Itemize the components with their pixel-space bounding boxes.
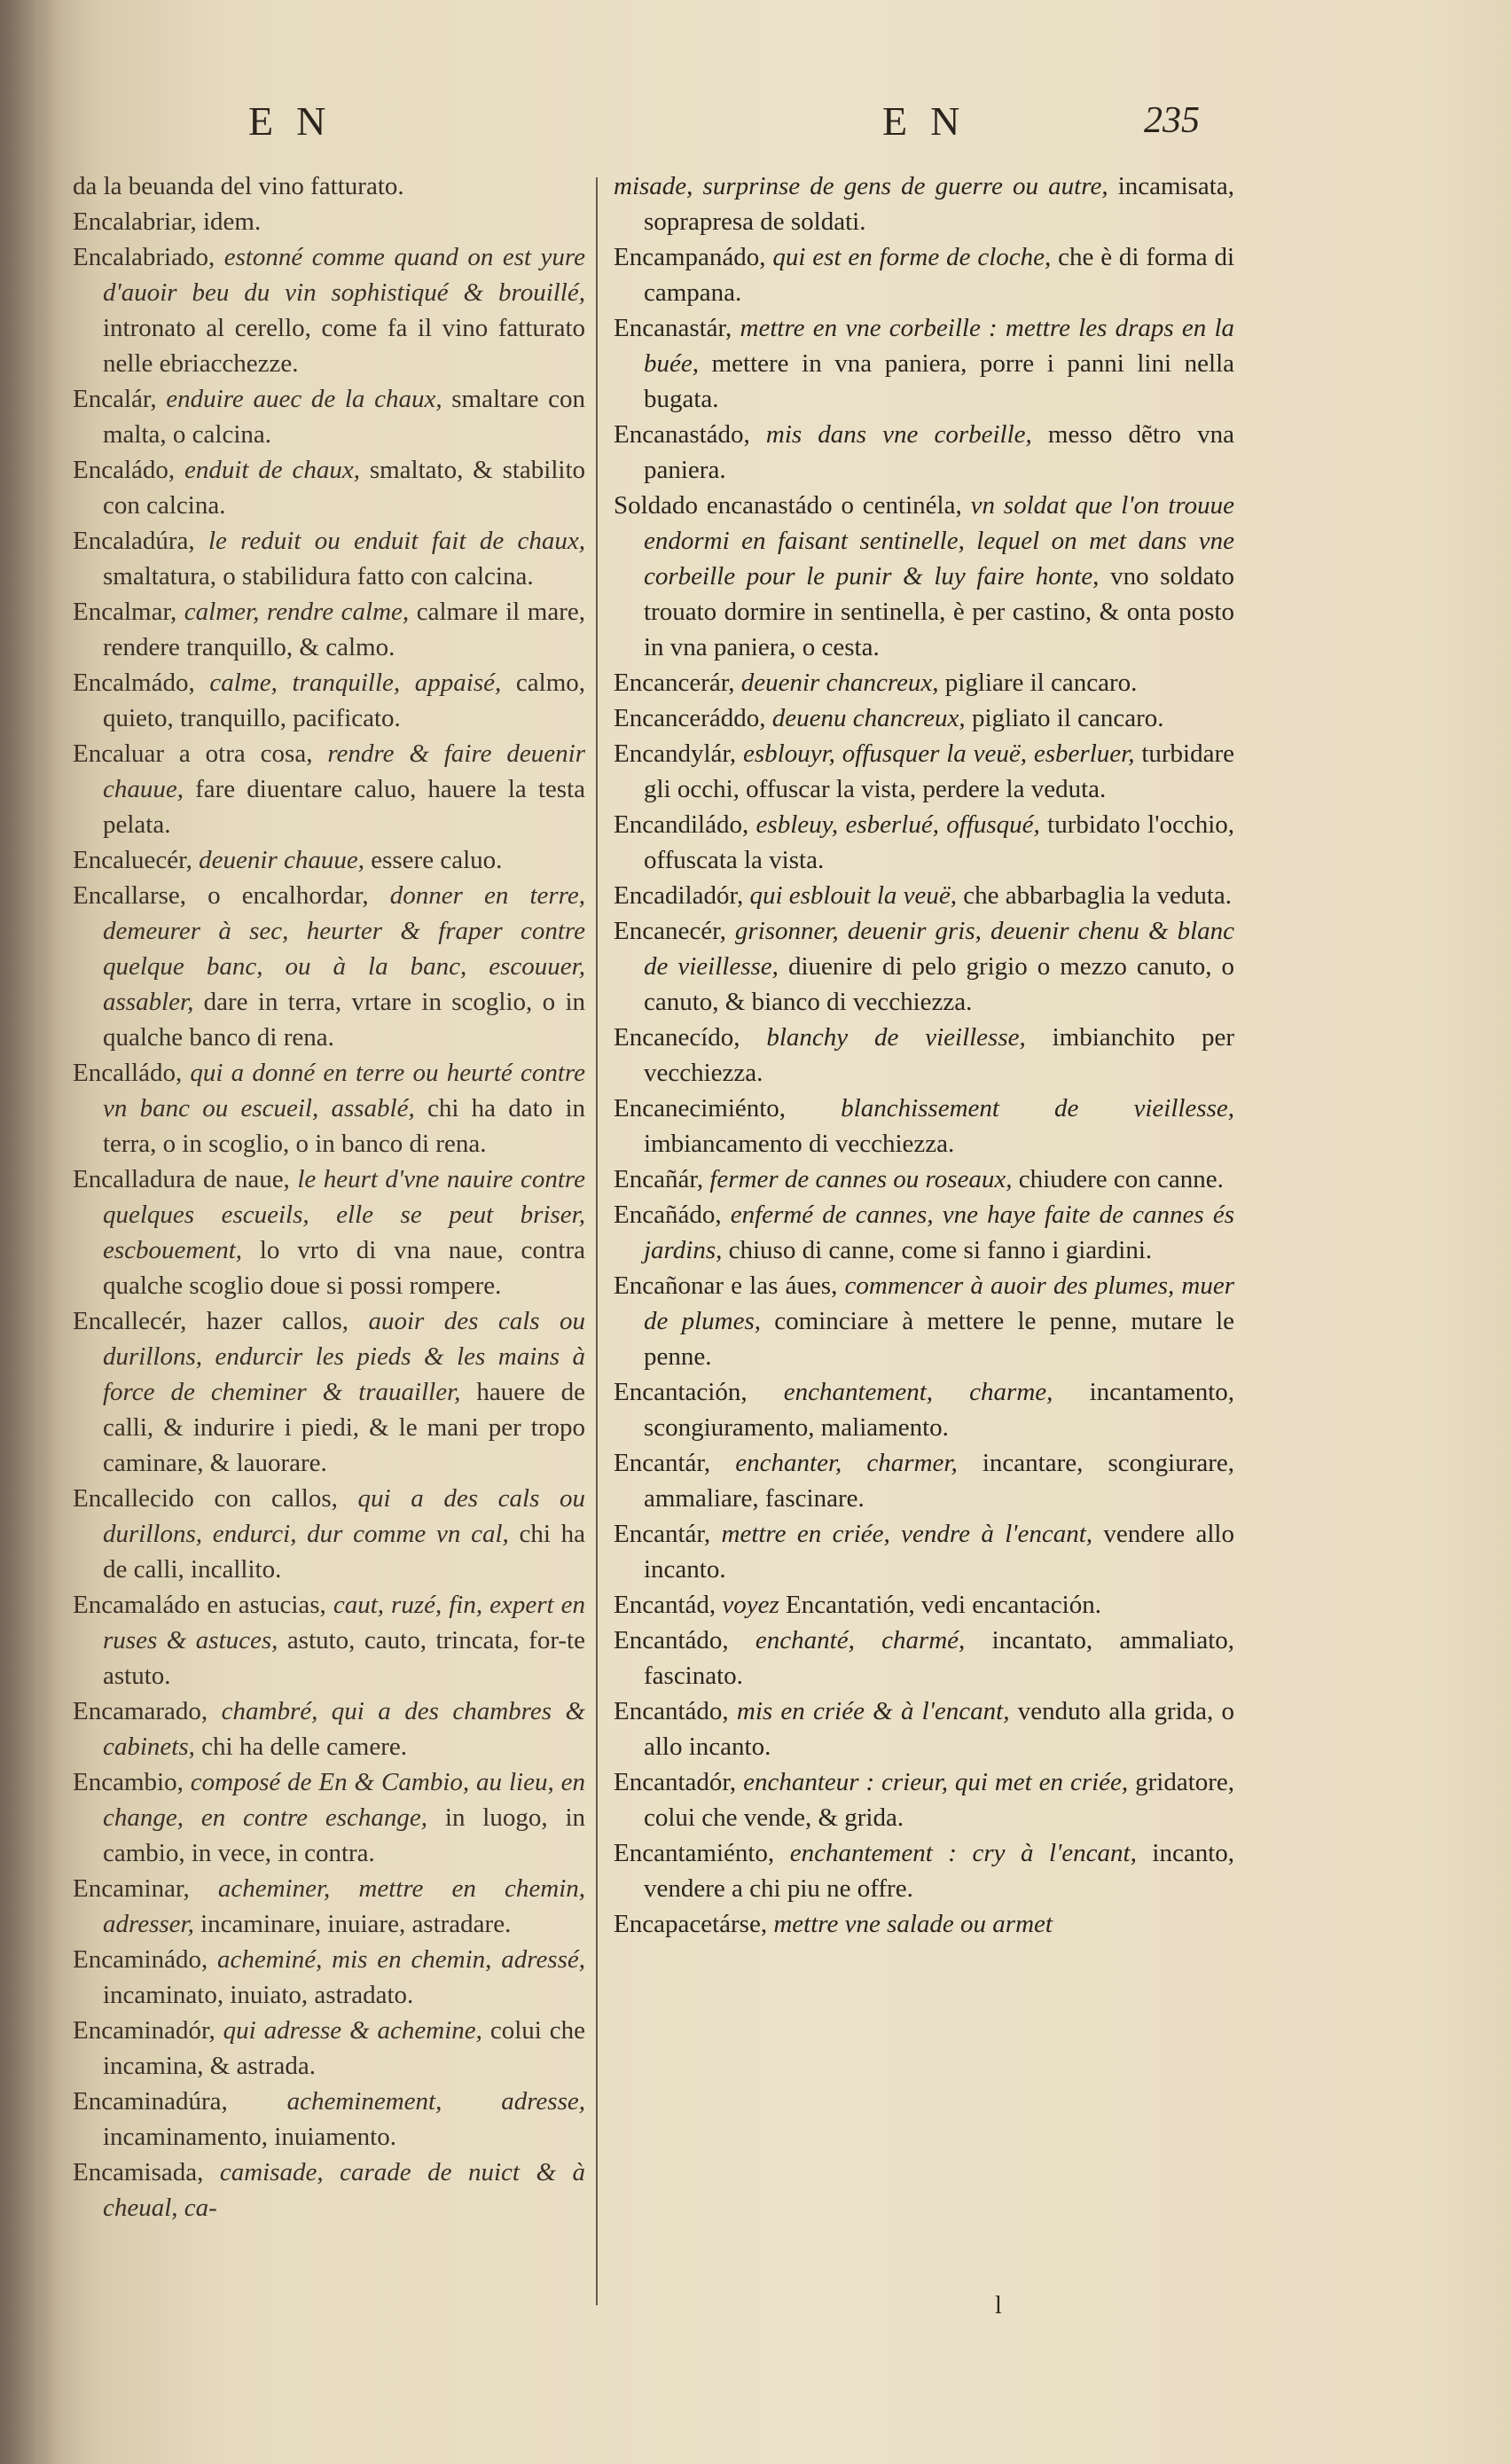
- dictionary-entry: [73, 452, 585, 523]
- entry-italian: imbiancamento di vecchiezza.: [644, 1130, 955, 1158]
- entry-french: mis dans vne corbeille,: [765, 420, 1032, 449]
- entry-french: camisade, carade de nuict & à cheual, ca-: [103, 2158, 585, 2222]
- page-number: 235: [1144, 100, 1200, 141]
- dictionary-entry: [614, 239, 1234, 310]
- dictionary-entry: [73, 1587, 585, 1694]
- entry-headword: Encalmar,: [73, 598, 177, 626]
- entry-french: acheminé, mis en chemin, adressé,: [217, 1945, 586, 1974]
- entry-italian: incanto, vendere a chi piu ne offre.: [644, 1839, 1235, 1903]
- entry-french: deuenir chancreux,: [740, 669, 939, 697]
- entry-italian: pigliato il cancaro.: [971, 704, 1164, 732]
- entry-french: vn soldat que l'on trouue endormi en faisant sentinelle, lequel on met dans vne corbeille pour le punir & luy faire honte,: [644, 491, 1235, 591]
- entry-headword: Encañádo,: [614, 1201, 722, 1229]
- entry-french: blanchissement de vieillesse,: [841, 1094, 1234, 1122]
- dictionary-entry: [614, 168, 1234, 239]
- entry-headword: Encanastár,: [614, 314, 732, 342]
- entry-french: donner en terre, demeurer à sec, heurter & fraper contre quelque banc, ou à la banc, escouuer, assabler,: [103, 881, 585, 1016]
- dictionary-entry: [73, 1871, 585, 1942]
- entry-headword: Encaminadór,: [73, 2016, 215, 2045]
- entry-italian: incaminato, inuiato, astradato.: [103, 1981, 414, 2009]
- entry-headword: Encantár,: [614, 1520, 711, 1548]
- entry-headword: Encalabriado,: [73, 243, 215, 271]
- entry-french: qui adresse & achemine,: [223, 2016, 482, 2045]
- entry-headword: Encandiládo,: [614, 810, 749, 839]
- entry-french: acheminer, mettre en chemin, adresser,: [103, 1874, 586, 1938]
- dictionary-entry: [614, 488, 1234, 665]
- entry-french: mis en criée & à l'encant,: [736, 1697, 1010, 1725]
- dictionary-entry: [73, 2013, 585, 2084]
- dictionary-entry: [614, 807, 1234, 878]
- entry-french: qui a donné en terre ou heurté contre vn banc ou escueil, assablé,: [103, 1059, 585, 1122]
- entry-headword: Encampanádo,: [614, 243, 766, 271]
- dictionary-entry: [73, 2084, 585, 2155]
- entry-french: qui a des cals ou durillons, endurci, dur comme vn cal,: [103, 1484, 586, 1548]
- dictionary-entry: [73, 1764, 585, 1871]
- dictionary-entry: [614, 1374, 1234, 1445]
- entry-italian: incantamento, scongiuramento, maliamento.: [644, 1378, 1235, 1442]
- entry-french: enchanter, charmer,: [735, 1449, 958, 1477]
- entry-french: esbleuy, esberlué, offusqué,: [756, 810, 1040, 839]
- dictionary-entry: [614, 1906, 1234, 1942]
- dictionary-entry: [614, 1197, 1234, 1268]
- entry-italian: smaltato, & stabilito con calcina.: [103, 456, 586, 520]
- entry-italian: Encantatión, vedi encantación.: [786, 1591, 1101, 1619]
- dictionary-entry: [614, 1516, 1234, 1587]
- dictionary-entry: [73, 1481, 585, 1587]
- entry-italian: lo vrto di vna naue, contra qualche scoglio doue si possi rompere.: [103, 1236, 586, 1300]
- entry-text: idem.: [202, 207, 262, 236]
- entry-italian: in luogo, in cambio, in vece, in contra.: [103, 1803, 586, 1867]
- entry-italian: che è di forma di campana.: [644, 243, 1235, 307]
- entry-headword: Encantádo,: [614, 1697, 729, 1725]
- dictionary-entry: [614, 878, 1234, 913]
- entry-french: caut, ruzé, fin, expert en ruses & astuces,: [103, 1591, 585, 1654]
- column-rule: [596, 177, 598, 2305]
- dictionary-entry: [73, 1055, 585, 1162]
- dictionary-entry: [73, 665, 585, 736]
- entry-italian: messo dẽtro vna paniera.: [644, 420, 1235, 484]
- entry-italian: incamisata, soprapresa de soldati.: [644, 172, 1234, 236]
- entry-headword: Encalmádo,: [73, 669, 195, 697]
- entry-french: composé de En & Cambio, au lieu, en change, en contre eschange,: [103, 1768, 585, 1832]
- entry-french: acheminement, adresse,: [286, 2087, 585, 2116]
- entry-headword: Encamisada,: [73, 2158, 204, 2186]
- entry-french: enfermé de cannes, vne haye faite de cannes és jardins,: [644, 1201, 1234, 1264]
- dictionary-entry: [73, 594, 585, 665]
- entry-french: enchantement : cry à l'encant,: [789, 1839, 1137, 1867]
- entry-headword: Encaminar,: [73, 1874, 190, 1903]
- dictionary-entry: [73, 736, 585, 842]
- entry-headword: Encaluecér,: [73, 846, 192, 874]
- entry-headword: Encantád,: [614, 1591, 716, 1619]
- entry-french: enchantement, charme,: [783, 1378, 1053, 1406]
- entry-french: fermer de cannes ou roseaux,: [709, 1165, 1013, 1193]
- dictionary-entry: [614, 1162, 1234, 1197]
- entry-headword: Encalladura de naue,: [73, 1165, 290, 1193]
- entry-french: le heurt d'vne nauire contre quelques escueils, elle se peut briser, escbouement,: [103, 1165, 585, 1264]
- entry-french: esblouyr, offusquer la veuë, esberluer,: [743, 739, 1135, 768]
- entry-italian: dare in terra, vrtare in scoglio, o in qualche banco di rena.: [103, 988, 585, 1052]
- entry-french: grisonner, deuenir gris, deuenir chenu & blanc de vieillesse,: [644, 917, 1235, 981]
- entry-headword: Soldado encanastádo o centinéla,: [614, 491, 962, 520]
- dictionary-entry: [73, 878, 585, 1055]
- dictionary-entry: [73, 1942, 585, 2013]
- entry-headword: Encaminadúra,: [73, 2087, 228, 2116]
- entry-headword: Encallecido con callos,: [73, 1484, 338, 1513]
- entry-french: mettre en criée, vendre à l'encant,: [721, 1520, 1093, 1548]
- dictionary-entry: [614, 736, 1234, 807]
- entry-italian: incaminare, inuiare, astradare.: [200, 1910, 512, 1938]
- entry-italian: che abbarbaglia la veduta.: [963, 881, 1232, 910]
- entry-headword: Encanecér,: [614, 917, 726, 945]
- entry-italian: intronato al cerello, come fa il vino fatturato nelle ebriacchezze.: [103, 314, 585, 378]
- entry-italian: venduto alla grida, o allo incanto.: [644, 1697, 1235, 1761]
- dictionary-entry: [73, 523, 585, 594]
- page-binding-shadow: [0, 0, 62, 2464]
- entry-italian: incantato, ammaliato, fascinato.: [644, 1626, 1235, 1690]
- entry-french: enduire auec de la chaux,: [166, 385, 442, 413]
- entry-italian: imbianchito per vecchiezza.: [644, 1023, 1234, 1087]
- entry-french: mettre vne salade ou armet: [773, 1910, 1053, 1938]
- entry-headword: Encandylár,: [614, 739, 737, 768]
- entry-headword: Encanecído,: [614, 1023, 740, 1052]
- entry-headword: Encañonar e las áues,: [614, 1271, 838, 1300]
- entry-french: rendre & faire deuenir chauue,: [103, 739, 586, 803]
- entry-italian: vno soldato trouato dormire in sentinella, è per castino, & onta posto in vna paniera, o cesta.: [644, 562, 1234, 661]
- dictionary-entry: [614, 1445, 1234, 1516]
- entry-french: estonné comme quand on est yure d'auoir beu du vin sophistiqué & brouillé,: [103, 243, 585, 307]
- entry-italian: fare diuentare caluo, hauere la testa pelata.: [103, 775, 585, 839]
- entry-italian: mettere in vna paniera, porre i panni lini nella bugata.: [644, 349, 1234, 413]
- entry-french: blanchy de vieillesse,: [766, 1023, 1026, 1052]
- entry-headword: Encallarse, o encalhordar,: [73, 881, 369, 910]
- dictionary-entry: [614, 417, 1234, 488]
- dictionary-entry: [73, 842, 585, 878]
- entry-headword: Encambio,: [73, 1768, 184, 1796]
- entry-headword: Encamarado,: [73, 1697, 208, 1725]
- entry-french: chambré, qui a des chambres & cabinets,: [103, 1697, 585, 1761]
- entry-italian: smaltare con malta, o calcina.: [103, 385, 586, 449]
- entry-italian: incantare, scongiurare, ammaliare, fascinare.: [644, 1449, 1235, 1513]
- entry-italian: calmo, quieto, tranquillo, pacificato.: [103, 669, 586, 732]
- entry-french: qui esblouit la veuë,: [749, 881, 958, 910]
- entry-headword: Encallecér, hazer callos,: [73, 1307, 348, 1335]
- entry-french: deuenir chauue,: [199, 846, 364, 874]
- entry-french: misade, surprinse de gens de guerre ou autre,: [614, 172, 1108, 200]
- entry-french: commencer à auoir des plumes, muer de plumes,: [644, 1271, 1234, 1335]
- entry-headword: Encancerár,: [614, 669, 735, 697]
- entry-headword: Encalládo,: [73, 1059, 183, 1087]
- header-left: EN: [248, 98, 349, 144]
- entry-italian: diuenire di pelo grigio o mezzo canuto, o canuto, & bianco di vecchiezza.: [644, 952, 1234, 1016]
- entry-italian: chi ha delle camere.: [201, 1733, 408, 1761]
- entry-french: deuenu chancreux,: [771, 704, 966, 732]
- entry-headword: Encaluar a otra cosa,: [73, 739, 313, 768]
- entry-italian: smaltatura, o stabilidura fatto con calcina.: [103, 562, 534, 591]
- header-right: EN: [882, 98, 983, 144]
- left-column: [73, 168, 585, 2225]
- dictionary-entry: [614, 310, 1234, 417]
- entry-italian: colui che incamina, & astrada.: [103, 2016, 586, 2080]
- entry-italian: cominciare à mettere le penne, mutare le penne.: [644, 1307, 1235, 1371]
- entry-headword: Encantación,: [614, 1378, 748, 1406]
- dictionary-entry: [614, 1694, 1234, 1764]
- entry-headword: Encaminádo,: [73, 1945, 208, 1974]
- entry-headword: Encantamiénto,: [614, 1839, 775, 1867]
- right-column: [614, 168, 1234, 1942]
- catchword: l: [995, 2292, 1002, 2319]
- entry-french: calmer, rendre calme,: [184, 598, 410, 626]
- entry-italian: gridatore, colui che vende, & grida.: [644, 1768, 1235, 1832]
- dictionary-entry: [614, 1623, 1234, 1694]
- dictionary-entry: [73, 239, 585, 381]
- entry-italian: chi ha de calli, incallito.: [103, 1520, 586, 1584]
- dictionary-entry: [73, 1694, 585, 1764]
- entry-headword: Encantadór,: [614, 1768, 737, 1796]
- entry-french: mettre en vne corbeille : mettre les draps en la buée,: [644, 314, 1235, 378]
- running-header: [0, 98, 1511, 160]
- dictionary-entry: [614, 1020, 1234, 1091]
- entry-italian: chiudere con canne.: [1018, 1165, 1224, 1193]
- entry-italian: astuto, cauto, trincata, for-te astuto.: [103, 1626, 585, 1690]
- entry-french: enchanté, charmé,: [755, 1626, 966, 1654]
- entry-italian: pigliare il cancaro.: [944, 669, 1138, 697]
- entry-headword: Encamaládo en astucias,: [73, 1591, 326, 1619]
- entry-italian: turbidato l'occhio, offuscata la vista.: [644, 810, 1234, 874]
- entry-french: voyez: [722, 1591, 779, 1619]
- entry-headword: Encantár,: [614, 1449, 711, 1477]
- entry-italian: chi ha dato in terra, o in scoglio, o in banco di rena.: [103, 1094, 585, 1158]
- entry-french: calme, tranquille, appaisé,: [209, 669, 502, 697]
- entry-italian: turbidare gli occhi, offuscar la vista, perdere la veduta.: [644, 739, 1235, 803]
- entry-headword: Encapacetárse,: [614, 1910, 768, 1938]
- entry-headword: Encaladúra,: [73, 527, 195, 555]
- entry-headword: Encanecimiénto,: [614, 1094, 787, 1122]
- entry-french: enduit de chaux,: [184, 456, 360, 484]
- entry-french: enchanteur : crieur, qui met en criée,: [743, 1768, 1129, 1796]
- entry-italian: chiuso di canne, come si fanno i giardini.: [728, 1236, 1153, 1264]
- dictionary-entry: [614, 1091, 1234, 1162]
- entry-headword: Encadiladór,: [614, 881, 744, 910]
- dictionary-entry: [614, 913, 1234, 1020]
- dictionary-entry: [614, 665, 1234, 700]
- dictionary-entry: [614, 1268, 1234, 1374]
- entry-italian: calmare il mare, rendere tranquillo, & calmo.: [103, 598, 585, 661]
- dictionary-entry: [73, 1162, 585, 1303]
- entry-headword: Encaládo,: [73, 456, 176, 484]
- entry-italian: incaminamento, inuiamento.: [103, 2123, 396, 2151]
- entry-italian: vendere allo incanto.: [644, 1520, 1234, 1584]
- entry-italian: essere caluo.: [371, 846, 503, 874]
- entry-headword: Encalár,: [73, 385, 157, 413]
- entry-italian: hauere de calli, & indurire i piedi, & le mani per tropo caminare, & lauorare.: [103, 1378, 586, 1477]
- entry-headword: Encanastádo,: [614, 420, 750, 449]
- entry-french: auoir des cals ou durillons, endurcir les pieds & les mains à force de cheminer & trauailler,: [103, 1307, 586, 1406]
- entry-french: qui est en forme de cloche,: [772, 243, 1052, 271]
- dictionary-entry: [73, 2155, 585, 2225]
- dictionary-entry: [73, 168, 585, 204]
- entry-headword: Encalabriar,: [73, 207, 197, 236]
- dictionary-entry: [614, 1587, 1234, 1623]
- entry-headword: Encañár,: [614, 1165, 704, 1193]
- dictionary-entry: [614, 1764, 1234, 1835]
- dictionary-entry: [73, 381, 585, 452]
- dictionary-entry: [614, 1835, 1234, 1906]
- entry-headword: Encantádo,: [614, 1626, 729, 1654]
- dictionary-entry: [73, 204, 585, 239]
- dictionary-entry: [614, 700, 1234, 736]
- entry-headword: da la beuanda del vino fatturato.: [73, 172, 404, 200]
- dictionary-entry: [73, 1303, 585, 1481]
- entry-headword: Encanceráddo,: [614, 704, 766, 732]
- entry-french: le reduit ou enduit fait de chaux,: [207, 527, 585, 555]
